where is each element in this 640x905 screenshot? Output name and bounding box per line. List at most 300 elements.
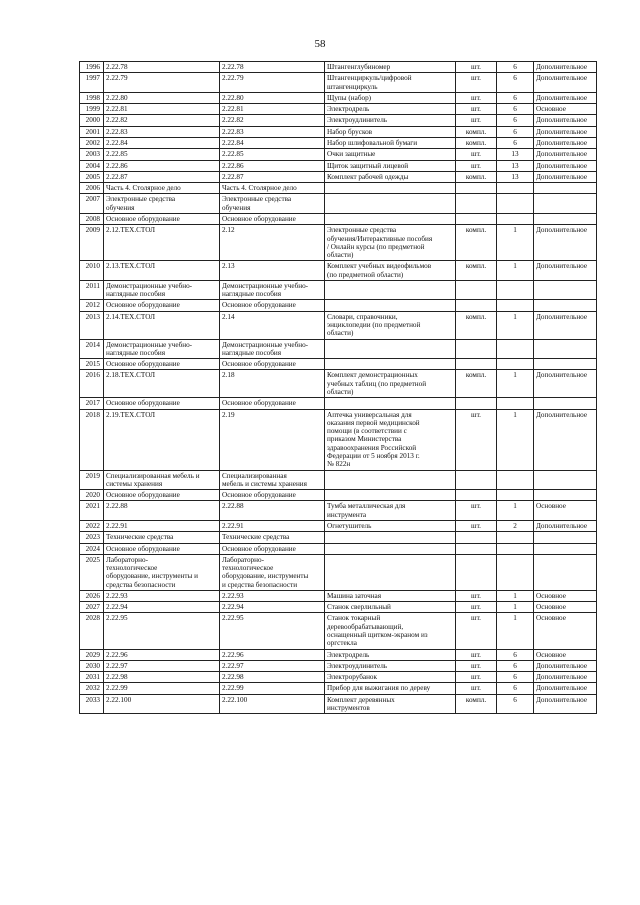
row-number-cell: 2000: [80, 115, 104, 126]
section-cell: Основное оборудование: [220, 213, 325, 224]
item-name-cell: [325, 532, 456, 543]
table-row: [80, 359, 597, 370]
section-cell: Основное оборудование: [220, 543, 325, 554]
code-cell: Специализированная мебель и системы хранения: [104, 470, 220, 490]
quantity-cell: 1: [497, 602, 534, 613]
unit-cell: [456, 532, 497, 543]
unit-cell: шт.: [456, 92, 497, 103]
item-name-cell: Щиток защитный лицевой: [325, 160, 456, 171]
quantity-cell: [497, 398, 534, 409]
row-number-cell: 2022: [80, 520, 104, 531]
section-cell: 2.12: [220, 225, 325, 261]
row-number-cell: 1996: [80, 62, 104, 73]
item-name-cell: Электронные средства обучения/Интерактивные пособия / Онлайн курсы (по предметной области): [325, 225, 456, 261]
section-cell: 2.22.95: [220, 613, 325, 649]
item-name-cell: Электроудлинитель: [325, 115, 456, 126]
category-cell: Дополнительное: [534, 137, 597, 148]
quantity-cell: 1: [497, 409, 534, 470]
unit-cell: [456, 339, 497, 359]
table-row: [80, 62, 597, 73]
table-row: [80, 261, 597, 281]
code-cell: 2.14.ТЕХ.СТОЛ: [104, 311, 220, 339]
row-number-cell: 2012: [80, 300, 104, 311]
row-number-cell: 2018: [80, 409, 104, 470]
unit-cell: шт.: [456, 73, 497, 93]
quantity-cell: 6: [497, 649, 534, 660]
item-name-cell: Щупы (набор): [325, 92, 456, 103]
unit-cell: шт.: [456, 160, 497, 171]
quantity-cell: 6: [497, 694, 534, 714]
quantity-cell: 6: [497, 126, 534, 137]
item-name-cell: Штангенглубиномер: [325, 62, 456, 73]
unit-cell: шт.: [456, 683, 497, 694]
category-cell: Основное: [534, 104, 597, 115]
section-cell: 2.22.100: [220, 694, 325, 714]
category-cell: Дополнительное: [534, 126, 597, 137]
item-name-cell: Электродрель: [325, 104, 456, 115]
row-number-cell: 2028: [80, 613, 104, 649]
table-row: [80, 194, 597, 214]
unit-cell: компл.: [456, 261, 497, 281]
category-cell: [534, 194, 597, 214]
quantity-cell: 13: [497, 171, 534, 182]
item-name-cell: [325, 398, 456, 409]
table-row: [80, 311, 597, 339]
code-cell: 2.22.86: [104, 160, 220, 171]
category-cell: [534, 554, 597, 590]
code-cell: 2.18.ТЕХ.СТОЛ: [104, 370, 220, 398]
quantity-cell: 6: [497, 92, 534, 103]
item-name-cell: Комплект демонстрационных учебных таблиц (по предметной области): [325, 370, 456, 398]
category-cell: Дополнительное: [534, 160, 597, 171]
row-number-cell: 2026: [80, 590, 104, 601]
unit-cell: [456, 300, 497, 311]
section-cell: 2.22.97: [220, 660, 325, 671]
row-number-cell: 2013: [80, 311, 104, 339]
row-number-cell: 2024: [80, 543, 104, 554]
item-name-cell: Набор брусков: [325, 126, 456, 137]
quantity-cell: 1: [497, 370, 534, 398]
section-cell: 2.22.93: [220, 590, 325, 601]
unit-cell: [456, 470, 497, 490]
table-row: [80, 149, 597, 160]
unit-cell: [456, 280, 497, 300]
section-cell: 2.22.91: [220, 520, 325, 531]
item-name-cell: [325, 339, 456, 359]
unit-cell: шт.: [456, 62, 497, 73]
unit-cell: шт.: [456, 409, 497, 470]
category-cell: [534, 470, 597, 490]
row-number-cell: 2020: [80, 490, 104, 501]
row-number-cell: 1997: [80, 73, 104, 93]
section-cell: Основное оборудование: [220, 300, 325, 311]
section-cell: Основное оборудование: [220, 359, 325, 370]
quantity-cell: 6: [497, 660, 534, 671]
category-cell: Дополнительное: [534, 672, 597, 683]
code-cell: 2.22.79: [104, 73, 220, 93]
unit-cell: шт.: [456, 590, 497, 601]
quantity-cell: [497, 300, 534, 311]
code-cell: 2.12.ТЕХ.СТОЛ: [104, 225, 220, 261]
section-cell: 2.13: [220, 261, 325, 281]
category-cell: [534, 398, 597, 409]
table-row: [80, 160, 597, 171]
quantity-cell: 6: [497, 62, 534, 73]
row-number-cell: 2004: [80, 160, 104, 171]
item-name-cell: [325, 543, 456, 554]
quantity-cell: 13: [497, 160, 534, 171]
section-cell: 2.22.98: [220, 672, 325, 683]
table-row: [80, 520, 597, 531]
section-cell: 2.22.86: [220, 160, 325, 171]
item-name-cell: Электрорубанок: [325, 672, 456, 683]
code-cell: 2.22.95: [104, 613, 220, 649]
table-row: [80, 300, 597, 311]
section-cell: 2.22.83: [220, 126, 325, 137]
item-name-cell: [325, 359, 456, 370]
code-cell: Лабораторно- технологическое оборудование, инструменты и средства безопасности: [104, 554, 220, 590]
row-number-cell: 2002: [80, 137, 104, 148]
category-cell: Основное: [534, 613, 597, 649]
row-number-cell: 2008: [80, 213, 104, 224]
code-cell: Технические средства: [104, 532, 220, 543]
unit-cell: [456, 213, 497, 224]
unit-cell: [456, 398, 497, 409]
quantity-cell: [497, 194, 534, 214]
code-cell: 2.22.99: [104, 683, 220, 694]
table-row: [80, 649, 597, 660]
row-number-cell: 1998: [80, 92, 104, 103]
quantity-cell: [497, 554, 534, 590]
section-cell: Электронные средства обучения: [220, 194, 325, 214]
row-number-cell: 2015: [80, 359, 104, 370]
table-row: [80, 73, 597, 93]
unit-cell: [456, 359, 497, 370]
section-cell: Демонстрационные учебно- наглядные пособия: [220, 280, 325, 300]
item-name-cell: Электродрель: [325, 649, 456, 660]
section-cell: 2.22.94: [220, 602, 325, 613]
section-cell: 2.22.82: [220, 115, 325, 126]
category-cell: Дополнительное: [534, 660, 597, 671]
code-cell: 2.22.93: [104, 590, 220, 601]
item-name-cell: Тумба металлическая для инструмента: [325, 501, 456, 521]
section-cell: Лабораторно- технологическое оборудование, инструменты и средства безопасности: [220, 554, 325, 590]
quantity-cell: [497, 543, 534, 554]
quantity-cell: 1: [497, 261, 534, 281]
category-cell: Дополнительное: [534, 694, 597, 714]
unit-cell: [456, 543, 497, 554]
item-name-cell: [325, 490, 456, 501]
table-row: [80, 470, 597, 490]
quantity-cell: 6: [497, 104, 534, 115]
unit-cell: шт.: [456, 104, 497, 115]
table-row: [80, 532, 597, 543]
quantity-cell: 2: [497, 520, 534, 531]
code-cell: 2.22.91: [104, 520, 220, 531]
section-cell: 2.18: [220, 370, 325, 398]
category-cell: Дополнительное: [534, 92, 597, 103]
table-row: [80, 660, 597, 671]
category-cell: Основное: [534, 501, 597, 521]
table-row: [80, 501, 597, 521]
category-cell: [534, 543, 597, 554]
category-cell: [534, 339, 597, 359]
row-number-cell: 2017: [80, 398, 104, 409]
item-name-cell: Комплект деревянных инструментов: [325, 694, 456, 714]
category-cell: Дополнительное: [534, 311, 597, 339]
code-cell: 2.22.96: [104, 649, 220, 660]
section-cell: Демонстрационные учебно- наглядные пособия: [220, 339, 325, 359]
code-cell: Основное оборудование: [104, 543, 220, 554]
section-cell: Специализированная мебель и системы хранения: [220, 470, 325, 490]
table-row: [80, 171, 597, 182]
row-number-cell: 2009: [80, 225, 104, 261]
section-cell: 2.14: [220, 311, 325, 339]
table-row: [80, 694, 597, 714]
table-row: [80, 115, 597, 126]
quantity-cell: 13: [497, 149, 534, 160]
item-name-cell: Набор шлифовальной бумаги: [325, 137, 456, 148]
quantity-cell: [497, 490, 534, 501]
item-name-cell: [325, 554, 456, 590]
unit-cell: шт.: [456, 660, 497, 671]
unit-cell: [456, 554, 497, 590]
code-cell: Основное оборудование: [104, 300, 220, 311]
code-cell: Основное оборудование: [104, 398, 220, 409]
item-name-cell: [325, 300, 456, 311]
table-row: [80, 490, 597, 501]
unit-cell: шт.: [456, 115, 497, 126]
code-cell: 2.22.83: [104, 126, 220, 137]
row-number-cell: 2027: [80, 602, 104, 613]
item-name-cell: Огнетушитель: [325, 520, 456, 531]
row-number-cell: 2019: [80, 470, 104, 490]
code-cell: 2.22.80: [104, 92, 220, 103]
quantity-cell: 6: [497, 73, 534, 93]
item-name-cell: Штангенциркуль/цифровой штангенциркуль: [325, 73, 456, 93]
unit-cell: шт.: [456, 613, 497, 649]
table-row: [80, 602, 597, 613]
section-cell: 2.22.79: [220, 73, 325, 93]
category-cell: Дополнительное: [534, 370, 597, 398]
category-cell: Дополнительное: [534, 73, 597, 93]
item-name-cell: [325, 183, 456, 194]
quantity-cell: 1: [497, 311, 534, 339]
category-cell: [534, 359, 597, 370]
code-cell: 2.22.87: [104, 171, 220, 182]
table-row: [80, 370, 597, 398]
section-cell: 2.22.80: [220, 92, 325, 103]
code-cell: 2.22.98: [104, 672, 220, 683]
category-cell: Дополнительное: [534, 520, 597, 531]
code-cell: Основное оборудование: [104, 213, 220, 224]
unit-cell: шт.: [456, 649, 497, 660]
category-cell: Дополнительное: [534, 149, 597, 160]
code-cell: 2.22.82: [104, 115, 220, 126]
section-cell: Часть 4. Столярное дело: [220, 183, 325, 194]
section-cell: 2.22.81: [220, 104, 325, 115]
code-cell: 2.19.ТЕХ.СТОЛ: [104, 409, 220, 470]
table-row: [80, 183, 597, 194]
row-number-cell: 1999: [80, 104, 104, 115]
row-number-cell: 2011: [80, 280, 104, 300]
table-row: [80, 126, 597, 137]
unit-cell: компл.: [456, 694, 497, 714]
table-row: [80, 398, 597, 409]
section-cell: Основное оборудование: [220, 490, 325, 501]
category-cell: Основное: [534, 602, 597, 613]
item-name-cell: Машина заточная: [325, 590, 456, 601]
item-name-cell: [325, 280, 456, 300]
category-cell: [534, 490, 597, 501]
table-row: [80, 590, 597, 601]
page-number: 58: [314, 38, 326, 50]
category-cell: [534, 183, 597, 194]
row-number-cell: 2033: [80, 694, 104, 714]
quantity-cell: 1: [497, 225, 534, 261]
table-row: [80, 672, 597, 683]
table-row: [80, 339, 597, 359]
row-number-cell: 2023: [80, 532, 104, 543]
category-cell: Дополнительное: [534, 409, 597, 470]
row-number-cell: 2005: [80, 171, 104, 182]
section-cell: 2.22.96: [220, 649, 325, 660]
quantity-cell: 6: [497, 672, 534, 683]
section-cell: 2.22.88: [220, 501, 325, 521]
table-row: [80, 543, 597, 554]
unit-cell: шт.: [456, 149, 497, 160]
row-number-cell: 2032: [80, 683, 104, 694]
code-cell: 2.22.94: [104, 602, 220, 613]
section-cell: Технические средства: [220, 532, 325, 543]
category-cell: [534, 213, 597, 224]
code-cell: Демонстрационные учебно- наглядные пособия: [104, 339, 220, 359]
row-number-cell: 2010: [80, 261, 104, 281]
section-cell: 2.22.99: [220, 683, 325, 694]
unit-cell: шт.: [456, 501, 497, 521]
quantity-cell: 1: [497, 501, 534, 521]
code-cell: 2.22.84: [104, 137, 220, 148]
code-cell: Часть 4. Столярное дело: [104, 183, 220, 194]
quantity-cell: [497, 280, 534, 300]
table-row: [80, 104, 597, 115]
row-number-cell: 2031: [80, 672, 104, 683]
unit-cell: [456, 490, 497, 501]
category-cell: Дополнительное: [534, 261, 597, 281]
code-cell: Демонстрационные учебно- наглядные пособия: [104, 280, 220, 300]
section-cell: 2.22.78: [220, 62, 325, 73]
code-cell: 2.13.ТЕХ.СТОЛ: [104, 261, 220, 281]
code-cell: Основное оборудование: [104, 359, 220, 370]
quantity-cell: 1: [497, 613, 534, 649]
table-row: [80, 137, 597, 148]
category-cell: Дополнительное: [534, 225, 597, 261]
item-name-cell: [325, 194, 456, 214]
item-name-cell: Словари, справочники, энциклопедии (по предметной области): [325, 311, 456, 339]
code-cell: 2.22.81: [104, 104, 220, 115]
table-row: [80, 409, 597, 470]
unit-cell: компл.: [456, 126, 497, 137]
row-number-cell: 2030: [80, 660, 104, 671]
code-cell: 2.22.88: [104, 501, 220, 521]
unit-cell: компл.: [456, 171, 497, 182]
quantity-cell: 6: [497, 115, 534, 126]
category-cell: Дополнительное: [534, 115, 597, 126]
unit-cell: компл.: [456, 370, 497, 398]
table-row: [80, 213, 597, 224]
quantity-cell: 1: [497, 590, 534, 601]
code-cell: Основное оборудование: [104, 490, 220, 501]
item-name-cell: Комплект учебных видеофильмов (по предметной области): [325, 261, 456, 281]
unit-cell: компл.: [456, 225, 497, 261]
quantity-cell: 6: [497, 683, 534, 694]
quantity-cell: [497, 213, 534, 224]
item-name-cell: Станок сверлильный: [325, 602, 456, 613]
row-number-cell: 2025: [80, 554, 104, 590]
code-cell: Электронные средства обучения: [104, 194, 220, 214]
unit-cell: шт.: [456, 672, 497, 683]
section-cell: 2.22.85: [220, 149, 325, 160]
category-cell: Основное: [534, 590, 597, 601]
item-name-cell: Аптечка универсальная для оказания первой медицинской помощи (в соответствии с приказом Министерства здравоохранения Российской Федерации от 5 ноября 2013 г. № 822н: [325, 409, 456, 470]
item-name-cell: Электроудлинитель: [325, 660, 456, 671]
table-row: [80, 554, 597, 590]
unit-cell: [456, 194, 497, 214]
row-number-cell: 2016: [80, 370, 104, 398]
item-name-cell: Очки защитные: [325, 149, 456, 160]
quantity-cell: [497, 359, 534, 370]
quantity-cell: [497, 532, 534, 543]
unit-cell: компл.: [456, 137, 497, 148]
table-row: [80, 280, 597, 300]
row-number-cell: 2029: [80, 649, 104, 660]
table-row: [80, 92, 597, 103]
row-number-cell: 2021: [80, 501, 104, 521]
category-cell: Основное: [534, 649, 597, 660]
code-cell: 2.22.100: [104, 694, 220, 714]
item-name-cell: Прибор для выжигания по дереву: [325, 683, 456, 694]
row-number-cell: 2006: [80, 183, 104, 194]
table-row: [80, 613, 597, 649]
code-cell: 2.22.97: [104, 660, 220, 671]
row-number-cell: 2003: [80, 149, 104, 160]
category-cell: [534, 532, 597, 543]
quantity-cell: [497, 470, 534, 490]
unit-cell: шт.: [456, 602, 497, 613]
item-name-cell: [325, 213, 456, 224]
unit-cell: [456, 183, 497, 194]
row-number-cell: 2007: [80, 194, 104, 214]
equipment-table: [79, 61, 597, 714]
code-cell: 2.22.78: [104, 62, 220, 73]
row-number-cell: 2001: [80, 126, 104, 137]
row-number-cell: 2014: [80, 339, 104, 359]
item-name-cell: Станок токарный деревообрабатывающий, оснащенный щитком-экраном из оргстекла: [325, 613, 456, 649]
category-cell: [534, 280, 597, 300]
section-cell: 2.19: [220, 409, 325, 470]
unit-cell: шт.: [456, 520, 497, 531]
section-cell: 2.22.84: [220, 137, 325, 148]
category-cell: Дополнительное: [534, 683, 597, 694]
quantity-cell: [497, 183, 534, 194]
item-name-cell: Комплект рабочей одежды: [325, 171, 456, 182]
code-cell: 2.22.85: [104, 149, 220, 160]
section-cell: Основное оборудование: [220, 398, 325, 409]
table-row: [80, 683, 597, 694]
unit-cell: компл.: [456, 311, 497, 339]
category-cell: [534, 300, 597, 311]
quantity-cell: 6: [497, 137, 534, 148]
